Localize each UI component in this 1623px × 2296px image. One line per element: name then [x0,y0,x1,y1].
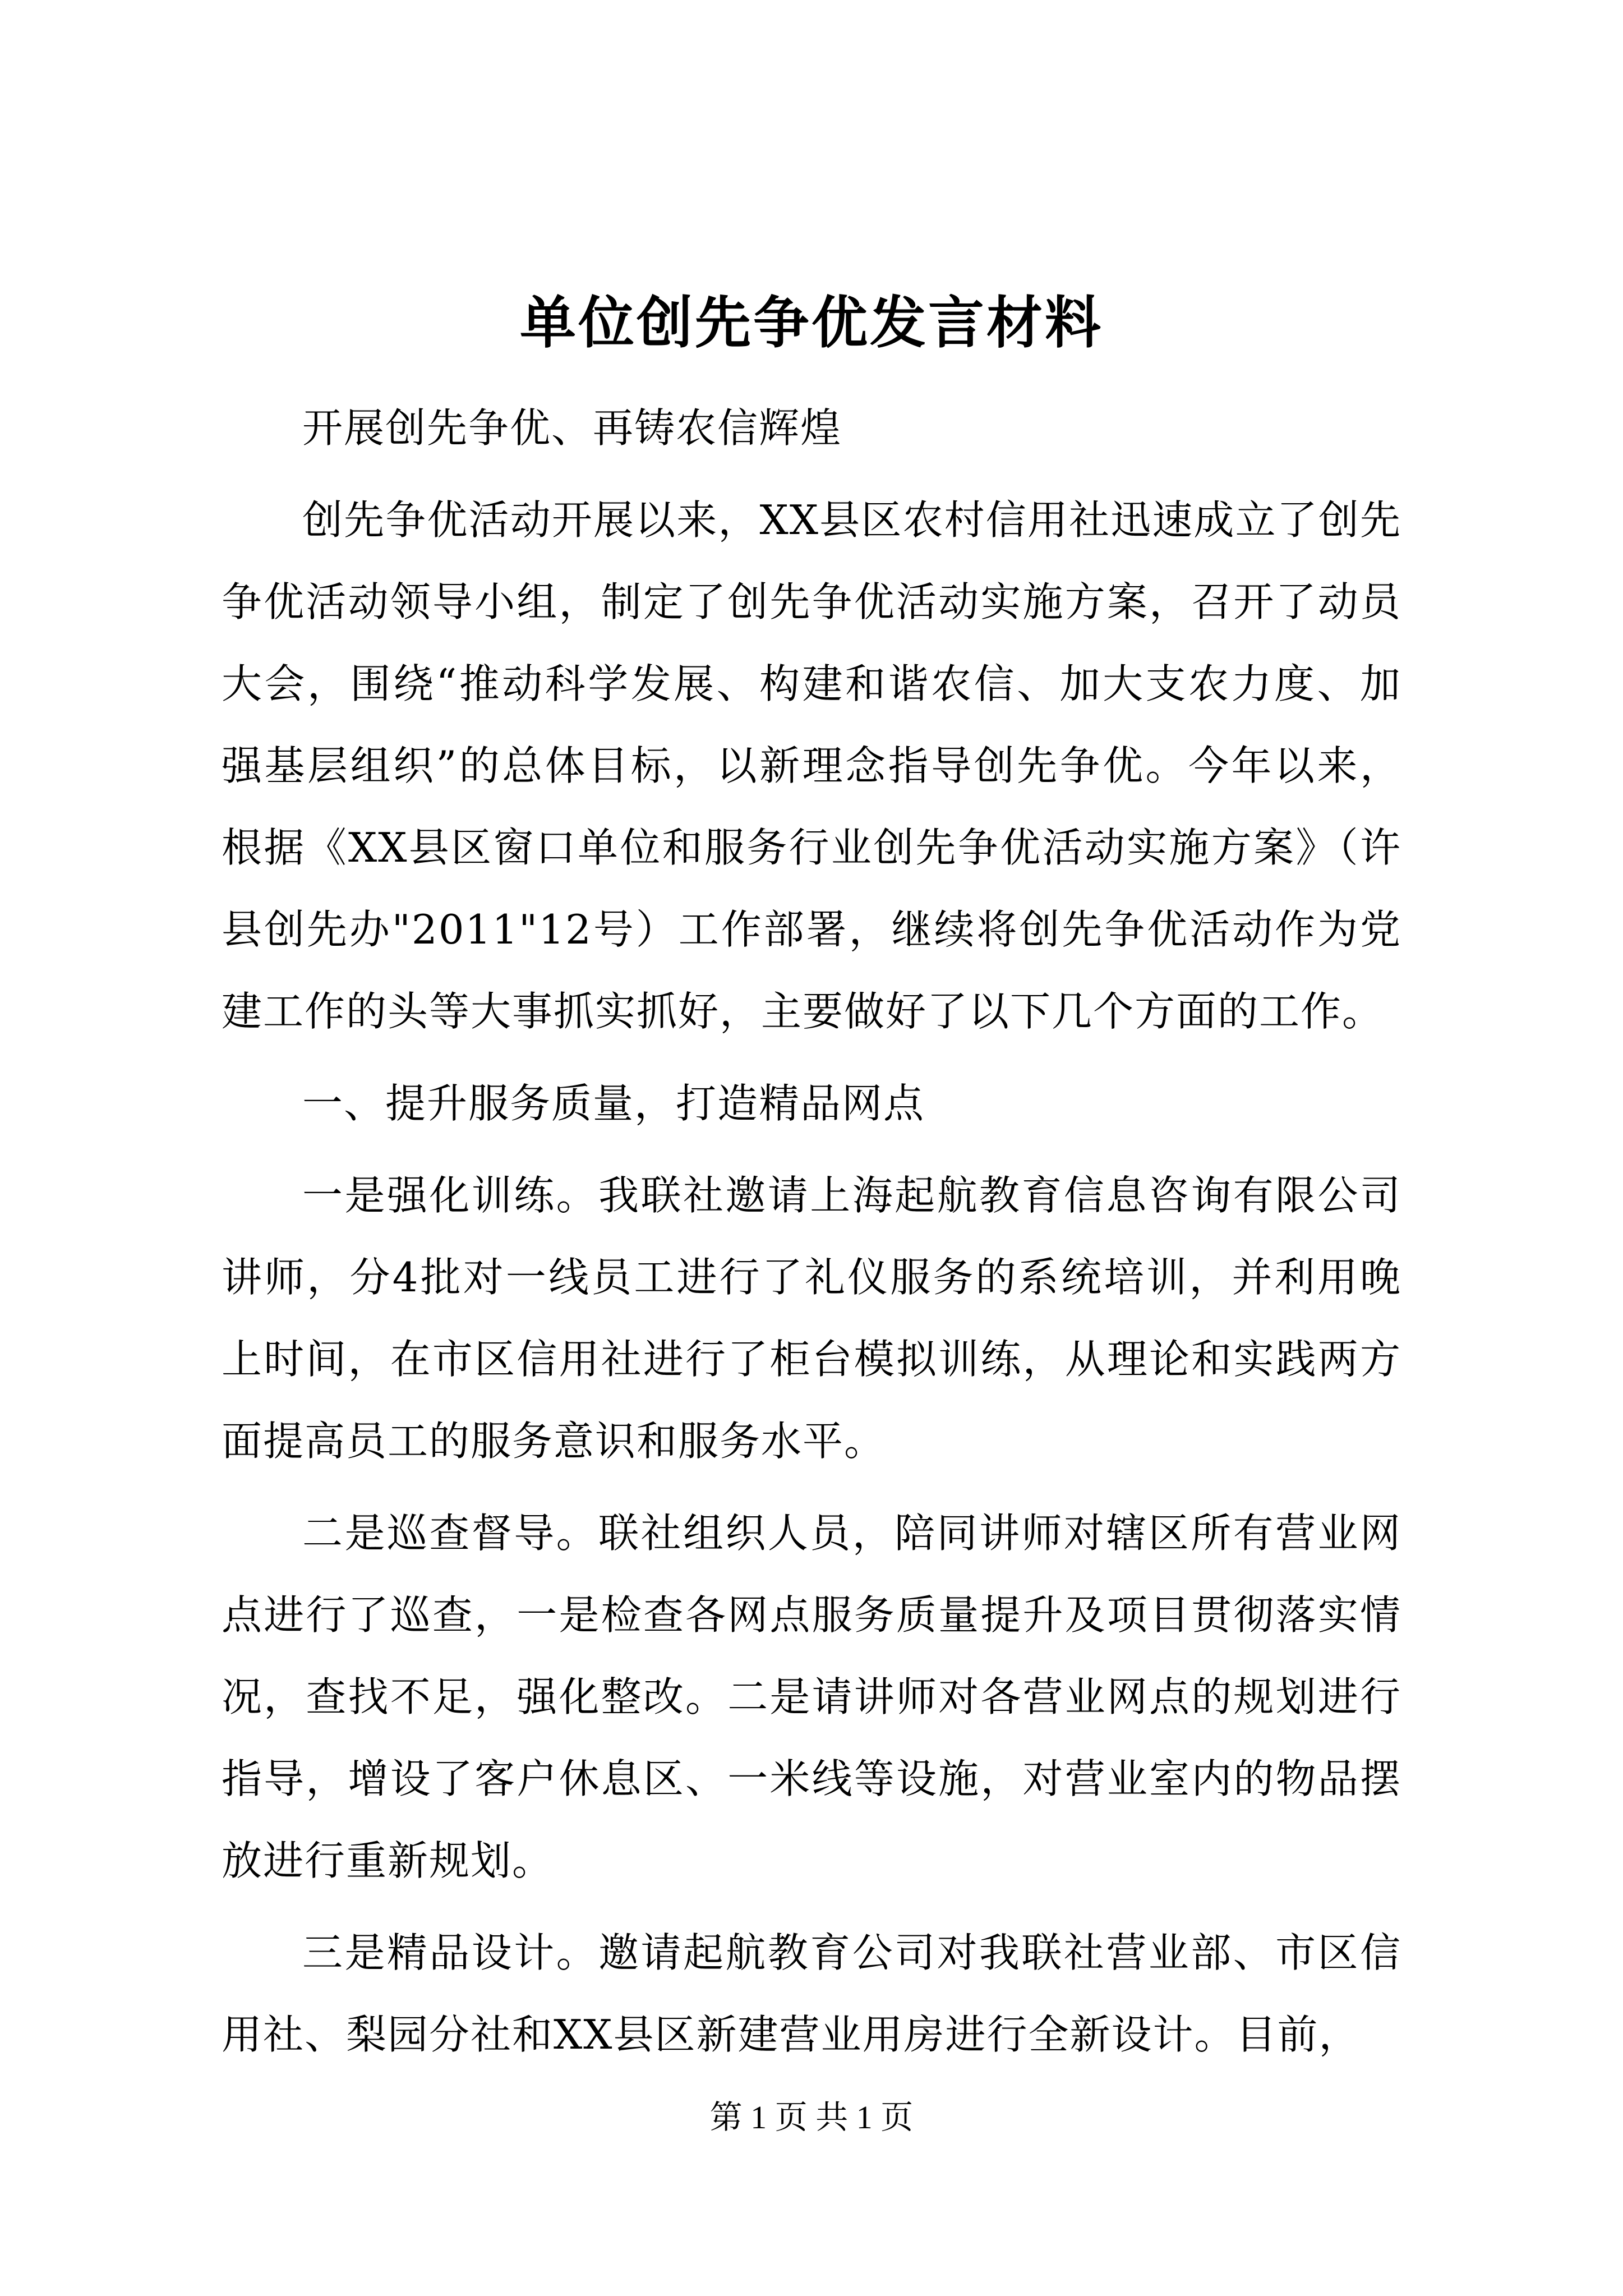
document-title: 单位创先争优发言材料 [520,289,1103,356]
paragraph-training: 一是强化训练。我联社邀请上海起航教育信息咨询有限公司讲师，分4批对一线员工进行了礼仪服务的系统培训，并利用晚上时间，在市区信用社进行了柜台模拟训练，从理论和实践两方面提高员工的服务意识和服务水平。 [222,1172,1401,1465]
document-subtitle: 开展创先争优、再铸农信辉煌 [302,404,842,452]
section-heading-1: 一、提升服务质量，打造精品网点 [302,1080,925,1127]
paragraph-intro: 创先争优活动开展以来，XX县区农村信用社迅速成立了创先争优活动领导小组，制定了创先争优活动实施方案，召开了动员大会，围绕“推动科学发展、构建和谐农信、加大支农力度、加强基层组织”的总体目标，以新理念指导创先争优。今年以来，根据《XX县区窗口单位和服务行业创先争优活动实施方案》（许县创先办"2011"12号）工作部署，继续将创先争优活动作为党建工作的头等大事抓实抓好，主要做好了以下几个方面的工作。 [222,496,1401,1035]
paragraph-inspection: 二是巡查督导。联社组织人员，陪同讲师对辖区所有营业网点进行了巡查，一是检查各网点服务质量提升及项目贯彻落实情况，查找不足，强化整改。二是请讲师对各营业网点的规划进行指导，增设了客户休息区、一米线等设施，对营业室内的物品摆放进行重新规划。 [222,1510,1401,1884]
page-number-footer: 第 1 页 共 1 页 [709,2099,914,2136]
document-body [222,387,1401,2076]
paragraph-design: 三是精品设计。邀请起航教育公司对我联社营业部、市区信用社、梨园分社和XX县区新建营业用房进行全新设计。目前， [222,1929,1401,2058]
